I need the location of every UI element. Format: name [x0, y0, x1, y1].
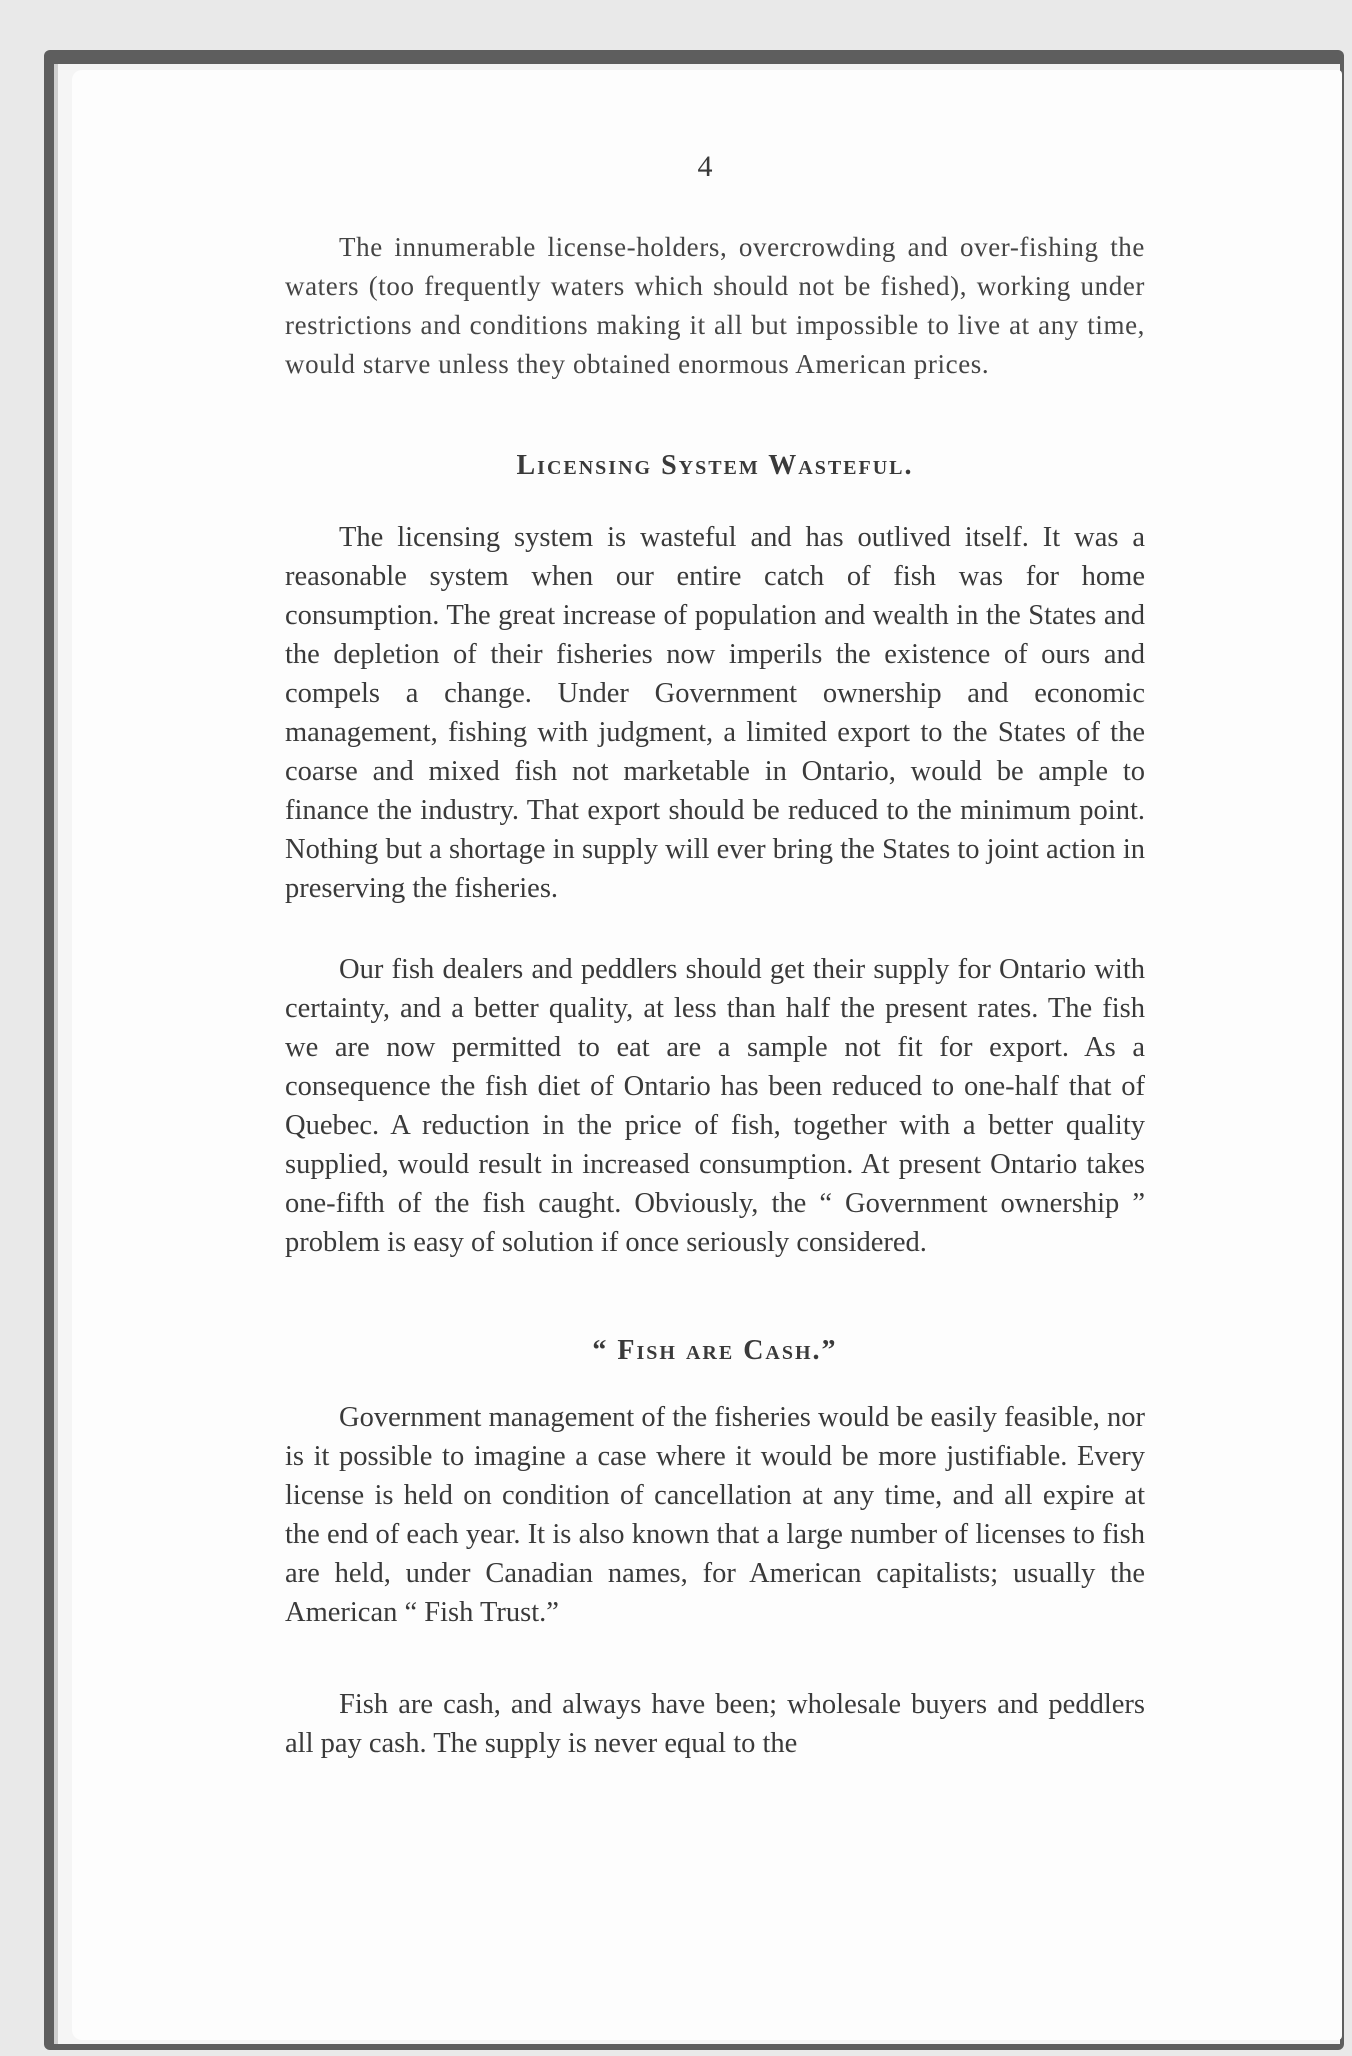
page-number: 4 — [697, 150, 713, 183]
paragraph-license-holders: The innumerable license-holders, overcrowding and over-fishing the waters (too frequently waters which should not be fished), working under restrictions and conditions making it all but impossible to live at any time, would starve unless they obtained enormous American prices. — [285, 232, 1145, 379]
heading-licensing-system: Licensing System Wasteful. — [516, 450, 914, 481]
paragraph-fish-dealers: Our fish dealers and peddlers should get their supply for Ontario with certainty, and a better quality, at less than half the present rates. The fish we are now permitted to eat are a sample not fit for export. As a consequence the fish diet of Ontario has been reduced to one-half that of Quebec. A reduction in the price of fish, together with a better quality supplied, would result in increased consumption. At present Ontario takes one-fifth of the fish caught. Obviously, the “ Government ownership ” problem is easy of solution if once seriously considered. — [285, 954, 1145, 1258]
heading-fish-are-cash: “ Fish are Cash.” — [592, 1335, 838, 1366]
paragraph-government-management: Government management of the fisheries would be easily feasible, nor is it possible to imagine a case where it would be more justifiable. Every license is held on condition of cancellation at any time, and all expire at the end of each year. It is also known that a large number of licenses to fish are held, under Canadian names, for American capitalists; usually the American “ Fish Trust.” — [285, 1402, 1145, 1628]
paragraph-fish-cash: Fish are cash, and always have been; wholesale buyers and peddlers all pay cash. The supply is never equal to the — [285, 1689, 1145, 1759]
paragraph-licensing-wasteful: The licensing system is wasteful and has outlived itself. It was a reasonable system when our entire catch of fish was for home consumption. The great increase of population and wealth in the States and the depletion of their fisheries now imperils the existence of ours and compels a change. Under Government ownership and economic management, fishing with judgment, a limited export to the States of the coarse and mixed fish not marketable in Ontario, would be ample to finance the industry. That export should be reduced to the minimum point. Nothing but a shortage in supply will ever bring the States to joint action in preserving the fisheries. — [285, 522, 1145, 904]
